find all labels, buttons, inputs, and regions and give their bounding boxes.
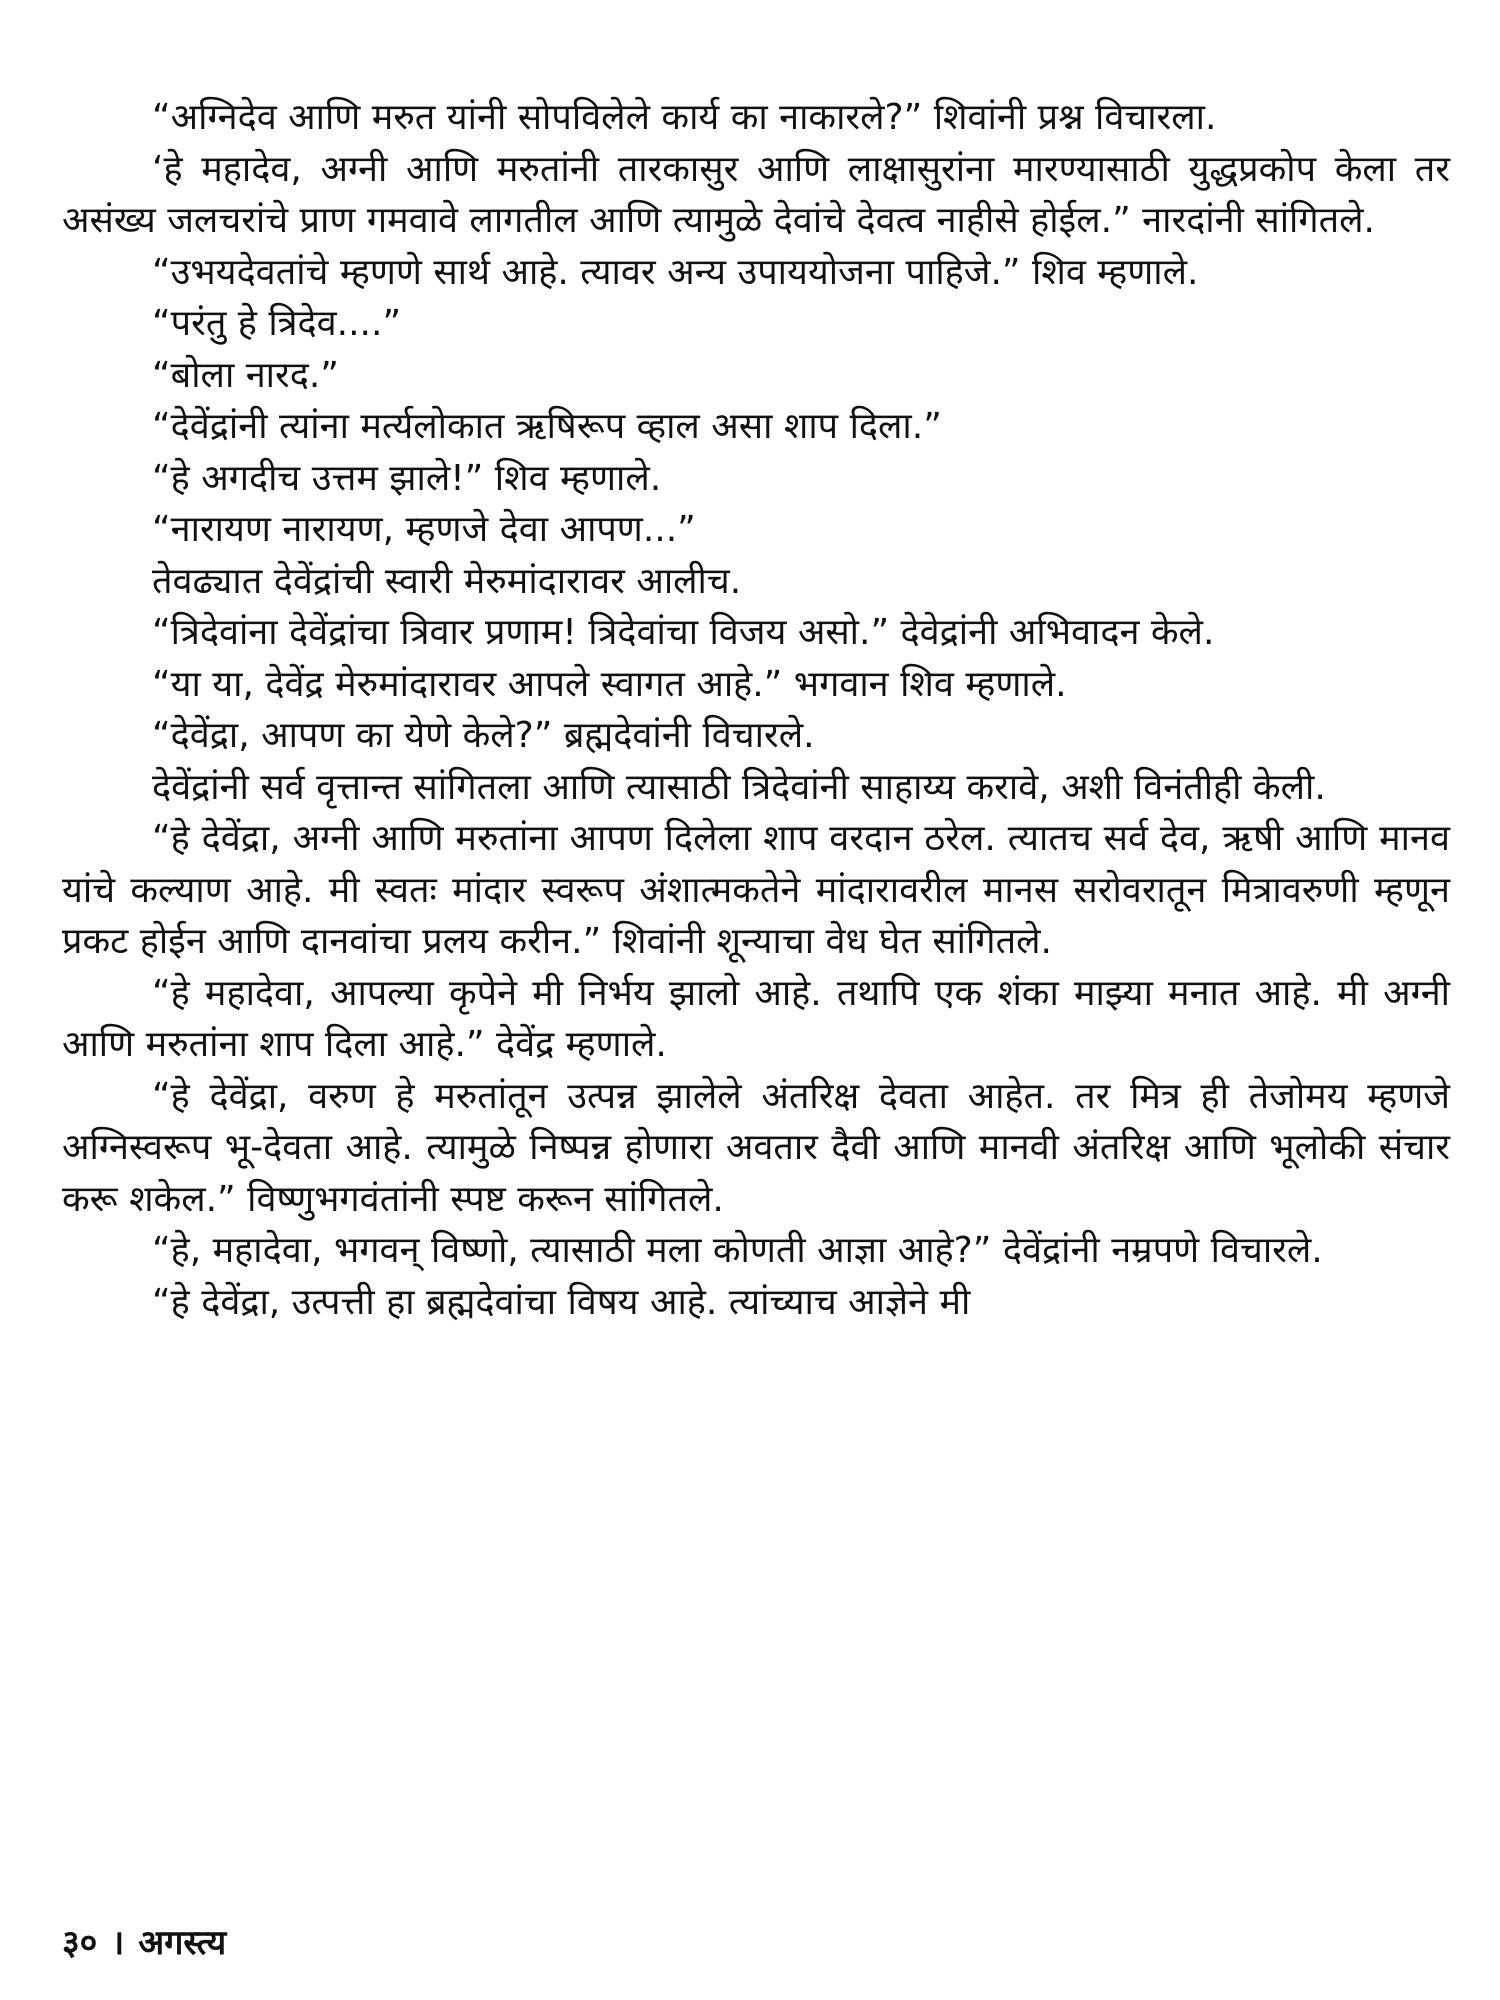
paragraph: “हे देवेंद्रा, उत्पत्ती हा ब्रह्मदेवांचा विषय आहे. त्यांच्याच आज्ञेने मी (152, 1281, 971, 1323)
paragraph: तेवढ्यात देवेंद्रांची स्वारी मेरुमांदारावर आलीच. (152, 560, 742, 602)
paragraph: “हे देवेंद्रा, अग्नी आणि मरुतांना आपण दिलेला शाप वरदान ठरेल. त्यातच सर्व देव, ऋषी आणि मानव यांचे कल्याण आहे. मी स्वतः मांदार स्वरूप अंशात्मकतेने मांदारावरील मानस सरोवरातून मित्रावरुणी म्हणून प्रकट होईन आणि दानवांचा प्रलय करीन.” शिवांनी शून्याचा वेध घेत सांगितले. (62, 818, 1450, 962)
paragraph: “हे देवेंद्रा, वरुण हे मरुतांतून उत्पन्न झालेले अंतरिक्ष देवता आहेत. तर मित्र ही तेजोमय म्हणजे अग्निस्वरूप भू-देवता आहे. त्यामुळे निष्पन्न होणारा अवतार दैवी आणि मानवी अंतरिक्ष आणि भूलोकी संचार करू शकेल.” विष्णुभगवंतांनी स्पष्ट करून सांगितले. (62, 1075, 1450, 1220)
paragraph: “या या, देवेंद्र मेरुमांदारावर आपले स्वागत आहे.” भगवान शिव म्हणाले. (152, 663, 1067, 705)
paragraph: देवेंद्रांनी सर्व वृत्तान्त सांगितला आणि त्यासाठी त्रिदेवांनी साहाय्य करावे, अशी विनंतीही केली. (152, 766, 1326, 808)
paragraph: “हे, महादेवा, भगवन् विष्णो, त्यासाठी मला कोणती आज्ञा आहे?” देवेंद्रांनी नम्रपणे विचारले. (152, 1230, 1323, 1271)
paragraph: “परंतु हे त्रिदेव....” (152, 303, 402, 344)
paragraph: “देवेंद्रांनी त्यांना मर्त्यलोकात ऋषिरूप व्हाल असा शाप दिला.” (152, 406, 942, 447)
paragraph: “देवेंद्रा, आपण का येणे केले?” ब्रह्मदेवांनी विचारले. (152, 715, 815, 756)
page-footer (62, 1918, 226, 1964)
running-title: अगस्त्य (138, 1923, 227, 1963)
paragraph: ‘हे महादेव, अग्नी आणि मरुतांनी तारकासुर आणि लाक्षासुरांना मारण्यासाठी युद्धप्रकोप केला तर असंख्य जलचरांचे प्राण गमवावे लागतील आणि त्यामुळे देवांचे देवत्व नाहीसे होईल.” नारदांनी सांगितले. (62, 148, 1450, 241)
page-body (62, 92, 1450, 1328)
paragraph: “हे महादेवा, आपल्या कृपेने मी निर्भय झालो आहे. तथापि एक शंका माझ्या मनात आहे. मी अग्नी आणि मरुतांना शाप दिला आहे.” देवेंद्र म्हणाले. (62, 972, 1450, 1065)
paragraph: “हे अगदीच उत्तम झाले!” शिव म्हणाले. (152, 457, 662, 499)
page-number: ३० (62, 1923, 98, 1963)
footer-separator: । (111, 1923, 125, 1963)
paragraph: “त्रिदेवांना देवेंद्रांचा त्रिवार प्रणाम! त्रिदेवांचा विजय असो.” देवेद्रांनी अभिवादन केले. (152, 612, 1215, 653)
paragraph: “नारायण नारायण, म्हणजे देवा आपण...” (152, 509, 696, 550)
paragraph: “बोला नारद.” (152, 354, 339, 396)
paragraph: “अग्निदेव आणि मरुत यांनी सोपविलेले कार्य का नाकारले?” शिवांनी प्रश्न विचारला. (152, 97, 1217, 138)
paragraph: “उभयदेवतांचे म्हणणे सार्थ आहे. त्यावर अन्य उपाययोजना पाहिजे.” शिव म्हणाले. (152, 251, 1199, 293)
